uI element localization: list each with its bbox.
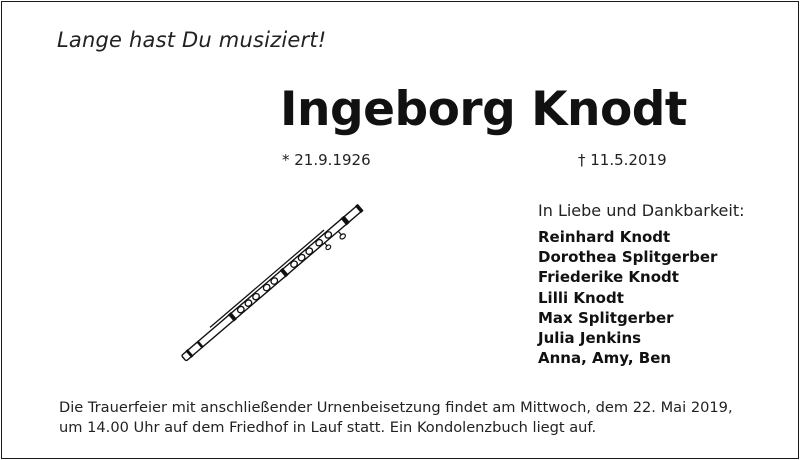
mourner-name: Anna, Amy, Ben [538, 349, 672, 368]
mourner-name: Dorothea Splitgerber [538, 248, 718, 267]
mourners-list [538, 227, 744, 368]
mourner-name: Julia Jenkins [538, 329, 642, 348]
mourner-name: Max Splitgerber [538, 308, 674, 327]
deceased-name: Ingeborg Knodt [280, 82, 687, 137]
mourners-intro: In Liebe und Dankbarkeit: [538, 201, 745, 220]
mourner-name: Friederike Knodt [538, 268, 679, 287]
birth-date: * 21.9.1926 [282, 151, 371, 169]
mourner-name: Lilli Knodt [538, 288, 624, 307]
death-date: † 11.5.2019 [578, 151, 667, 169]
motto-line: Lange hast Du musiziert! [57, 28, 327, 52]
mourner-name: Reinhard Knodt [538, 228, 671, 246]
service-notice: Die Trauerfeier mit anschließender Urnenbeisetzung findet am Mittwoch, dem 22. Mai 2019, um 14.00 Uhr auf dem Friedhof in Lauf statt. Ein Kondolenzbuch liegt auf. [59, 399, 733, 436]
mourners-block [538, 201, 744, 368]
flute-icon [178, 198, 366, 368]
